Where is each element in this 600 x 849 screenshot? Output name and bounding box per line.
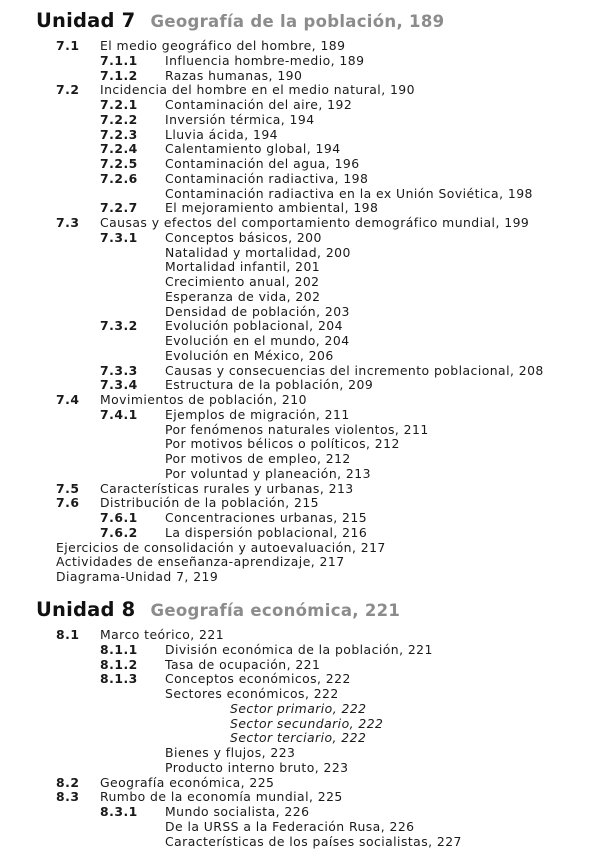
toc-entry-title: Conceptos económicos, 222 <box>165 671 351 687</box>
toc-entry-number: 8.1 <box>56 627 80 642</box>
toc-entry-title: Mortalidad infantil, 201 <box>165 259 321 275</box>
toc-entry-title: Evolución en México, 206 <box>165 347 334 363</box>
toc-entry-title: El medio geográfico del hombre, 189 <box>100 38 346 53</box>
toc-entry-number: 7.6.1 <box>100 510 138 525</box>
toc-entry-number: 7.2.1 <box>100 97 138 112</box>
toc-entry-number: 7.6.2 <box>100 524 138 540</box>
toc-entry-number: 7.2.3 <box>100 126 138 142</box>
toc-entry-title: Crecimiento anual, 202 <box>165 274 320 289</box>
toc-entry-title: Producto interno bruto, 223 <box>165 759 349 775</box>
toc-entry-number: 8.1.1 <box>100 641 138 657</box>
toc-entry-title: Inversión térmica, 194 <box>165 111 315 127</box>
toc-entry-title: Sector secundario, 222 <box>230 715 384 731</box>
toc-entry-number: 7.6 <box>56 495 80 511</box>
toc-entry-title: Concentraciones urbanas, 215 <box>165 510 368 525</box>
toc-entry-title: Marco teórico, 221 <box>100 627 225 642</box>
unit-8-heading <box>36 598 400 621</box>
toc-entry-title: Por fenómenos naturales violentos, 211 <box>165 421 429 437</box>
toc-entry-title: Rumbo de la economía mundial, 225 <box>100 789 343 805</box>
unit-7-heading <box>36 9 444 32</box>
toc-entry-title: Lluvia ácida, 194 <box>165 126 278 142</box>
toc-entry-title: Contaminación radiactiva en la ex Unión Soviética, 198 <box>165 185 533 201</box>
toc-entry-title: Tasa de ocupación, 221 <box>165 656 321 672</box>
toc-entry-number: 7.2.2 <box>100 111 138 127</box>
toc-entry-title: Por motivos bélicos o políticos, 212 <box>165 436 400 452</box>
toc-entry-title: Movimientos de población, 210 <box>100 392 307 407</box>
toc-entry-title: Sector primario, 222 <box>230 700 367 716</box>
toc-entry-number: 7.3.3 <box>100 362 138 378</box>
toc-entry-title: Mundo socialista, 226 <box>165 804 310 819</box>
toc-entry-number: 8.1.2 <box>100 656 138 672</box>
toc-entry-title: Causas y efectos del comportamiento demográfico mundial, 199 <box>100 215 530 230</box>
unit-8-label: Unidad 8 <box>36 598 136 621</box>
unit-7-label: Unidad 7 <box>36 9 136 32</box>
toc-entry-title: Evolución en el mundo, 204 <box>165 333 350 348</box>
toc-entry-number: 8.1.3 <box>100 671 138 687</box>
toc-entry-title: Actividades de enseñanza-aprendizaje, 217 <box>56 554 345 570</box>
toc-entry-title: Calentamiento global, 194 <box>165 141 341 157</box>
toc-entry-title: Características rurales y urbanas, 213 <box>100 480 354 496</box>
toc-entry-number: 7.3.1 <box>100 229 138 245</box>
toc-entry-number: 7.2 <box>56 82 80 98</box>
toc-entry-title: Densidad de población, 203 <box>165 303 350 319</box>
toc-entry-title: Distribución de la población, 215 <box>100 495 319 511</box>
toc-entry-title: De la URSS a la Federación Rusa, 226 <box>165 818 415 834</box>
toc-entry-number: 7.3 <box>56 215 80 230</box>
toc-entry-title: Geografía económica, 225 <box>100 774 275 790</box>
toc-entry-title: Incidencia del hombre en el medio natural, 190 <box>100 82 415 98</box>
toc-entry-number: 7.2.4 <box>100 141 138 157</box>
toc-entry-number: 7.2.7 <box>100 200 138 216</box>
toc-entry-title: Por motivos de empleo, 212 <box>165 451 351 466</box>
toc-entry-title: Conceptos básicos, 200 <box>165 229 322 245</box>
toc-entry-title: Natalidad y mortalidad, 200 <box>165 244 351 260</box>
toc-entry-title: El mejoramiento ambiental, 198 <box>165 200 379 216</box>
toc-entry-title: Causas y consecuencias del incremento poblacional, 208 <box>165 362 544 378</box>
toc-entry-number: 7.4.1 <box>100 406 138 422</box>
toc-entry-number: 7.3.2 <box>100 318 138 334</box>
toc-entry-title: Por voluntad y planeación, 213 <box>165 465 371 481</box>
toc-entry-number: 8.2 <box>56 774 80 790</box>
toc-entry-title: Contaminación del aire, 192 <box>165 97 353 112</box>
toc-entry-title: Sector terciario, 222 <box>230 730 367 746</box>
toc-entry-number: 7.5 <box>56 480 80 496</box>
toc-entry-title: Bienes y flujos, 223 <box>165 745 296 760</box>
toc-entry-number: 7.1.2 <box>100 67 138 83</box>
toc-entry-number: 7.3.4 <box>100 377 138 393</box>
toc-entry-number: 8.3 <box>56 789 80 805</box>
toc-entry-title: Ejemplos de migración, 211 <box>165 406 350 422</box>
toc-entry-title: Contaminación radiactiva, 198 <box>165 170 369 186</box>
toc-entry-title: Evolución poblacional, 204 <box>165 318 343 334</box>
toc-entry-number: 7.2.6 <box>100 170 138 186</box>
toc-entry-title: Características de los países socialistas, 227 <box>165 833 462 849</box>
toc-entry-title: Sectores económicos, 222 <box>165 686 339 701</box>
toc-entry-title: Diagrama-Unidad 7, 219 <box>56 569 219 584</box>
toc-entry-title: Contaminación del agua, 196 <box>165 156 360 171</box>
toc-entry-number: 8.3.1 <box>100 804 138 819</box>
toc-entry-number: 7.1 <box>56 38 80 53</box>
toc-entry-title: Esperanza de vida, 202 <box>165 288 321 304</box>
toc-entry-number: 7.1.1 <box>100 52 138 68</box>
toc-entry-number: 7.2.5 <box>100 156 138 171</box>
toc-entry-title: Influencia hombre-medio, 189 <box>165 52 365 68</box>
toc-entry-title: La dispersión poblacional, 216 <box>165 524 368 540</box>
unit-7-title: Geografía de la población, 189 <box>150 12 445 31</box>
toc-entry-number: 7.4 <box>56 392 80 407</box>
toc-entry-title: Estructura de la población, 209 <box>165 377 374 393</box>
toc-entry-title: Ejercicios de consolidación y autoevaluación, 217 <box>56 539 386 555</box>
toc-entry-title: División económica de la población, 221 <box>165 641 433 657</box>
toc-entry-title: Razas humanas, 190 <box>165 67 303 83</box>
unit-8-title: Geografía económica, 221 <box>150 601 401 620</box>
